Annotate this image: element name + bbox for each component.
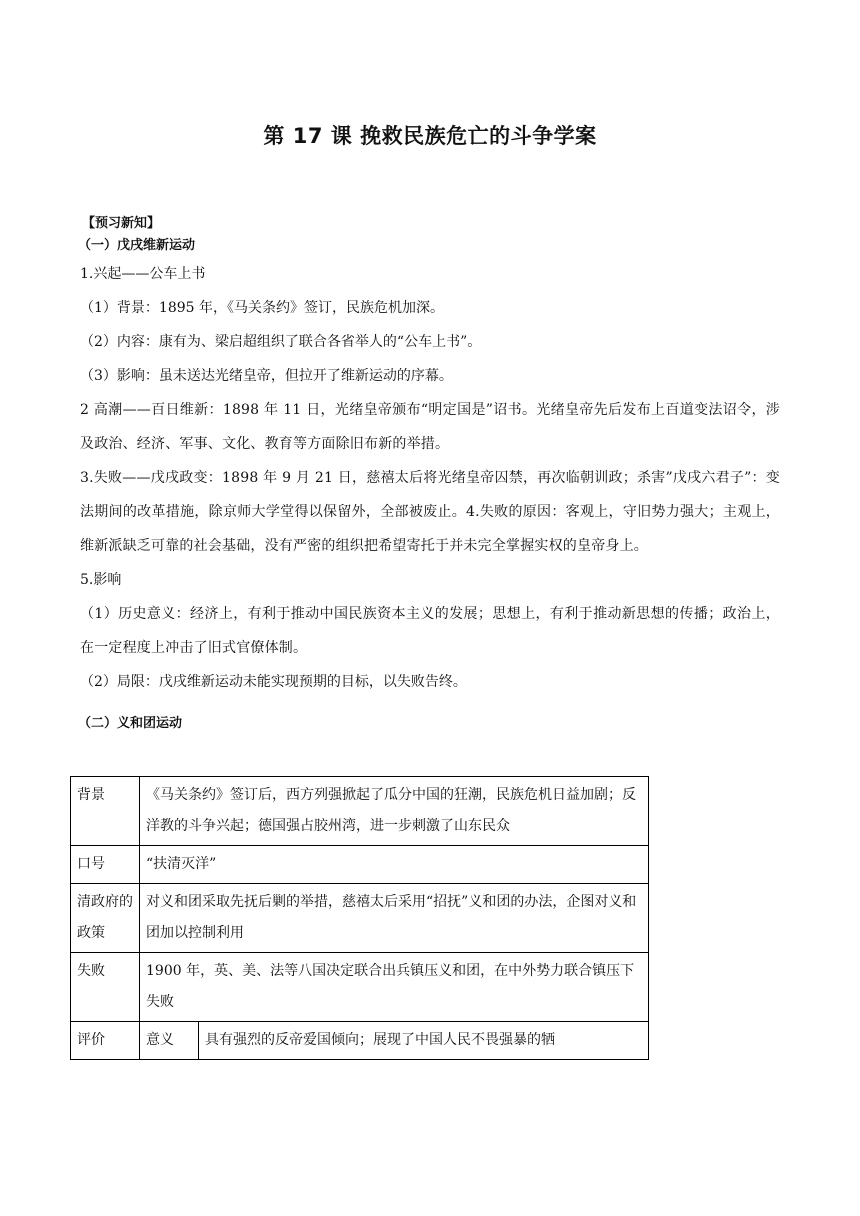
section1-item1-background: （1）背景：1895 年，《马关条约》签订，民族危机加深。 <box>80 300 444 316</box>
section1-item3-4: 3.失败——戊戌政变：1898 年 9 月 21 日，慈禧太后将光绪皇帝囚禁，再次临朝训政；杀害”戊戌六君子”：变法期间的改革措施，除京师大学堂得以保留外，全部被废止。4.失败的原因：客观上，守旧势力强大；主观上，维新派缺乏可靠的社会基础，没有严密的组织把希望寄托于并未完全掌握实权的皇帝身上。 <box>80 470 780 554</box>
row-label-slogan: 口号 <box>71 846 140 884</box>
section1-item1: 1.兴起——公车上书 <box>80 266 206 282</box>
section2-heading: （二）义和团运动 <box>78 716 183 731</box>
preview-heading: 【预习新知】 <box>82 216 161 231</box>
table-row <box>71 846 649 884</box>
section1-item5: 5.影响 <box>80 572 122 588</box>
row-content-slogan: “扶清灭洋” <box>140 846 649 884</box>
row-content-policy: 对义和团采取先抚后剿的举措，慈禧太后采用“招抚”义和团的办法，企图对义和团加以控制利用 <box>140 884 649 953</box>
row-content-failure: 1900 年，英、美、法等八国决定联合出兵镇压义和团，在中外势力联合镇压下失败 <box>140 953 649 1022</box>
section1-item1-impact: （3）影响：虽未送达光绪皇帝，但拉开了维新运动的序幕。 <box>80 368 453 384</box>
document-body <box>80 213 780 735</box>
section1-item5-limitation: （2）局限：戊戌维新运动未能实现预期的目标，以失败告终。 <box>80 674 467 690</box>
table-row <box>71 953 649 1022</box>
row-content-background: 《马关条约》签订后，西方列强掀起了瓜分中国的狂潮，民族危机日益加剧；反洋教的斗争兴起；德国强占胶州湾，进一步刺激了山东民众 <box>140 777 649 846</box>
section1-item2: 2 高潮——百日维新：1898 年 11 日，光绪皇帝颁布“明定国是”诏书。光绪皇帝先后发布上百道变法诏令，涉及政治、经济、军事、文化、教育等方面除旧布新的举措。 <box>80 402 780 452</box>
row-content-significance: 具有强烈的反帝爱国倾向；展现了中国人民不畏强暴的牺 <box>199 1022 649 1060</box>
row-label-evaluation: 评价 <box>71 1022 140 1060</box>
section1-heading: （一）戊戌维新运动 <box>78 238 196 253</box>
section1-item5-significance: （1）历史意义：经济上，有利于推动中国民族资本主义的发展；思想上，有利于推动新思想的传播；政治上，在一定程度上冲击了旧式官僚体制。 <box>80 606 780 656</box>
boxer-movement-table <box>70 776 649 1060</box>
row-label-failure: 失败 <box>71 953 140 1022</box>
row-sublabel-significance: 意义 <box>140 1022 199 1060</box>
row-label-policy: 清政府的政策 <box>71 884 140 953</box>
table-row <box>71 777 649 846</box>
row-label-background: 背景 <box>71 777 140 846</box>
section1-item1-content: （2）内容：康有为、梁启超组织了联合各省举人的“公车上书”。 <box>80 334 482 350</box>
table-row <box>71 884 649 953</box>
table-row <box>71 1022 649 1060</box>
page-title: 第 17 课 挽救民族危亡的斗争学案 <box>263 124 597 148</box>
